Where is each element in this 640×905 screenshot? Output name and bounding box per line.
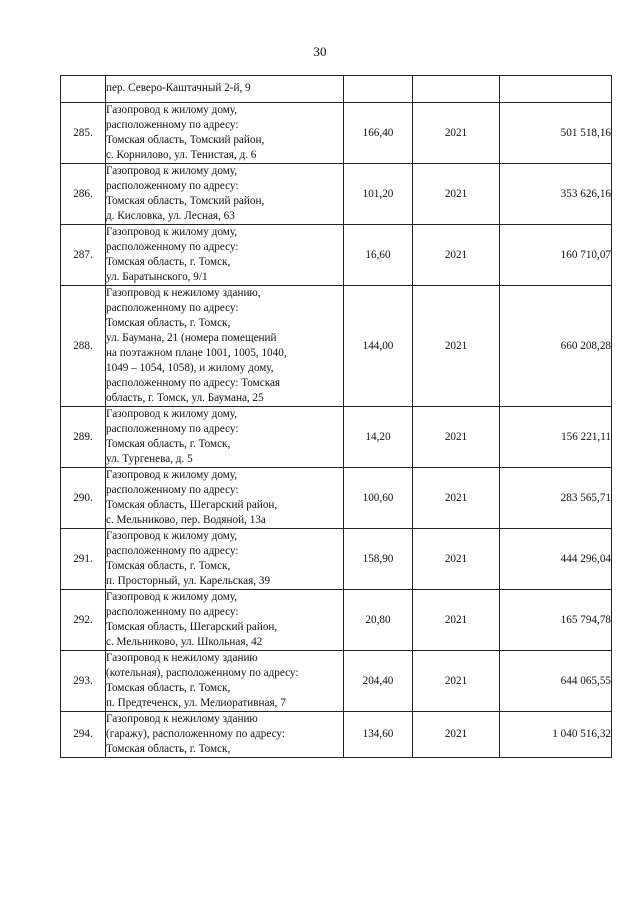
commissioning-year	[413, 76, 500, 103]
row-number: 292.	[61, 590, 106, 651]
object-description: Газопровод к жилому дому, расположенному по адресу: Томская область, г. Томск, ул. Тургенева, д. 5	[106, 407, 344, 468]
table-row	[61, 225, 612, 286]
table-row	[61, 407, 612, 468]
pipeline-length: 158,90	[344, 529, 413, 590]
object-description: Газопровод к нежилому зданию, расположенному по адресу: Томская область, г. Томск, ул. Баумана, 21 (номера помещений на поэтажном плане 1001, 1005, 1040, 1049 – 1054, 1058), и жилому дому, расположенному по адресу: Томская область, г. Томск, ул. Баумана, 25	[106, 286, 344, 407]
row-number: 293.	[61, 651, 106, 712]
page-number: 30	[313, 44, 327, 59]
commissioning-year: 2021	[413, 468, 500, 529]
cost-value: 283 565,71	[500, 468, 612, 529]
commissioning-year: 2021	[413, 590, 500, 651]
row-number: 290.	[61, 468, 106, 529]
object-description: Газопровод к нежилому зданию (котельная), расположенному по адресу: Томская область, г. Томск, п. Предтеченск, ул. Мелиоративная, 7	[106, 651, 344, 712]
row-number: 287.	[61, 225, 106, 286]
object-description: Газопровод к жилому дому, расположенному по адресу: Томская область, Шегарский район, с. Мельниково, пер. Водяной, 13а	[106, 468, 344, 529]
row-number: 285.	[61, 103, 106, 164]
table-row	[61, 76, 612, 103]
cost-value: 156 221,11	[500, 407, 612, 468]
cost-value: 353 626,16	[500, 164, 612, 225]
object-description: пер. Северо-Каштачный 2-й, 9	[106, 76, 344, 103]
table-row	[61, 468, 612, 529]
pipeline-length: 144,00	[344, 286, 413, 407]
commissioning-year: 2021	[413, 407, 500, 468]
pipeline-length	[344, 76, 413, 103]
pipeline-length: 14,20	[344, 407, 413, 468]
object-description: Газопровод к жилому дому, расположенному по адресу: Томская область, г. Томск, ул. Баратынского, 9/1	[106, 225, 344, 286]
commissioning-year: 2021	[413, 529, 500, 590]
object-description: Газопровод к жилому дому, расположенному по адресу: Томская область, Томский район, д. Кисловка, ул. Лесная, 63	[106, 164, 344, 225]
pipeline-length: 20,80	[344, 590, 413, 651]
commissioning-year: 2021	[413, 164, 500, 225]
pipeline-length: 100,60	[344, 468, 413, 529]
object-description: Газопровод к жилому дому, расположенному по адресу: Томская область, Шегарский район, с. Мельниково, ул. Школьная, 42	[106, 590, 344, 651]
table-row	[61, 529, 612, 590]
row-number: 289.	[61, 407, 106, 468]
table-row	[61, 164, 612, 225]
row-number: 291.	[61, 529, 106, 590]
cost-value: 1 040 516,32	[500, 712, 612, 758]
object-description: Газопровод к нежилому зданию (гаражу), расположенному по адресу: Томская область, г. Томск,	[106, 712, 344, 758]
commissioning-year: 2021	[413, 712, 500, 758]
pipeline-length: 134,60	[344, 712, 413, 758]
pipeline-length: 101,20	[344, 164, 413, 225]
commissioning-year: 2021	[413, 103, 500, 164]
cost-value: 644 065,55	[500, 651, 612, 712]
table-row	[61, 712, 612, 758]
gas-pipeline-table	[60, 75, 612, 758]
cost-value: 660 208,28	[500, 286, 612, 407]
pipeline-length: 16,60	[344, 225, 413, 286]
commissioning-year: 2021	[413, 651, 500, 712]
row-number: 286.	[61, 164, 106, 225]
cost-value: 160 710,07	[500, 225, 612, 286]
object-description: Газопровод к жилому дому, расположенному по адресу: Томская область, г. Томск, п. Просторный, ул. Карельская, 39	[106, 529, 344, 590]
pipeline-length: 204,40	[344, 651, 413, 712]
cost-value	[500, 76, 612, 103]
cost-value: 444 296,04	[500, 529, 612, 590]
object-description: Газопровод к жилому дому, расположенному по адресу: Томская область, Томский район, с. Корнилово, ул. Тенистая, д. 6	[106, 103, 344, 164]
table-row	[61, 103, 612, 164]
commissioning-year: 2021	[413, 225, 500, 286]
row-number: 288.	[61, 286, 106, 407]
table-row	[61, 286, 612, 407]
cost-value: 165 794,78	[500, 590, 612, 651]
pipeline-length: 166,40	[344, 103, 413, 164]
row-number	[61, 76, 106, 103]
cost-value: 501 518,16	[500, 103, 612, 164]
row-number: 294.	[61, 712, 106, 758]
commissioning-year: 2021	[413, 286, 500, 407]
table-row	[61, 651, 612, 712]
table-row	[61, 590, 612, 651]
